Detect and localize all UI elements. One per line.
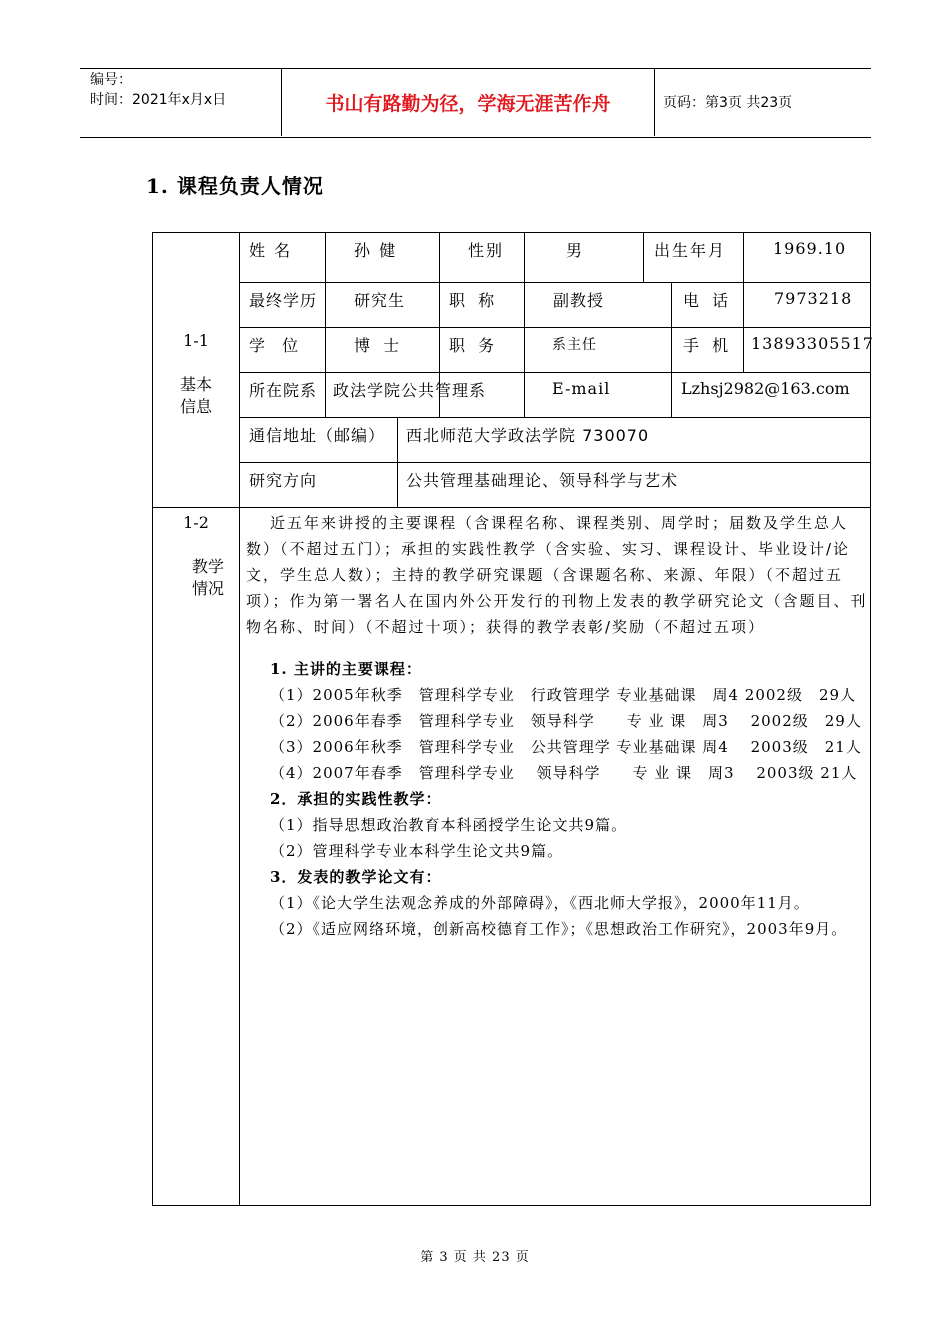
section2-label-line2: 情况 — [191, 579, 224, 598]
dept-label: 所在院系 — [249, 381, 318, 400]
number-label: 编号： — [90, 72, 132, 88]
email-label: E-mail — [552, 379, 611, 398]
degree-value: 博 士 — [354, 336, 404, 355]
course-item: （2）2006年春季 管理科学专业 领导科学 专 业 课 周3 2002级 29人 — [270, 712, 862, 730]
mobile-value: 13893305517 — [751, 334, 874, 353]
education-label: 最终学历 — [249, 291, 318, 310]
degree-label: 学 位 — [249, 336, 305, 355]
email-value: Lzhsj2982@163.com — [681, 379, 850, 398]
birth-label: 出生年月 — [654, 241, 727, 260]
course-item: （4）2007年春季 管理科学专业 领导科学 专 业 课 周3 2003级 21人 — [270, 764, 858, 782]
practice-item: （1）指导思想政治教育本科函授学生论文共9篇。 — [270, 816, 628, 834]
gender-value: 男 — [566, 241, 585, 260]
course-item: （3）2006年秋季 管理科学专业 公共管理学 专业基础课 周4 2003级 21人 — [270, 738, 862, 756]
paper-item: （2）《适应网络环境，创新高校德育工作》；《思想政治工作研究》，2003年9月。 — [270, 920, 848, 938]
section1-label — [153, 374, 239, 418]
research-label: 研究方向 — [249, 471, 318, 490]
section-title: 1. 课程负责人情况 — [146, 174, 324, 198]
research-value: 公共管理基础理论、领导科学与艺术 — [406, 471, 679, 490]
dept-value: 政法学院公共管理系 — [333, 381, 487, 400]
course-item: （1）2005年秋季 管理科学专业 行政管理学 专业基础课 周4 2002级 29人 — [270, 686, 857, 704]
papers-heading: 3．发表的教学论文有： — [270, 868, 442, 886]
courses-heading: 1. 主讲的主要课程： — [270, 660, 422, 678]
teaching-intro: 近五年来讲授的主要课程（含课程名称、课程类别、周学时；届数及学生总人数）（不超过五门）；承担的实践性教学（含实验、实习、课程设计、毕业设计/论文，学生总人数）；主持的教学研究课题（含课题名称、来源、年限）（不超过五项）；作为第一署名人在国内外公开发行的刊物上发表的教学研究论文（含题目、刊物名称、时间）（不超过十项）；获得的教学表彰/奖励（不超过五项） — [246, 514, 868, 636]
section2-label-line1: 教学 — [191, 557, 224, 576]
motto: 书山有路勤为径，学海无涯苦作舟 — [282, 68, 655, 136]
header-left — [80, 68, 282, 136]
duty-value: 系主任 — [552, 337, 597, 353]
teaching-details — [246, 510, 868, 942]
name-label: 姓 名 — [249, 241, 293, 260]
section1-label-line1: 基本 — [179, 375, 212, 394]
birth-value: 1969.10 — [773, 239, 847, 258]
page-info: 页码：第3页 共23页 — [663, 95, 793, 111]
page-footer: 第 3 页 共 23 页 — [420, 1250, 530, 1265]
section2-id: 1-2 — [183, 513, 209, 532]
section2-label — [165, 556, 251, 600]
section1-id: 1-1 — [183, 331, 209, 350]
practice-heading: 2．承担的实践性教学： — [270, 790, 442, 808]
title-value: 副教授 — [553, 291, 605, 310]
mobile-label: 手 机 — [683, 336, 733, 355]
title-label: 职 称 — [449, 291, 499, 310]
gender-label: 性别 — [468, 241, 505, 260]
address-value: 西北师范大学政法学院 730070 — [406, 426, 650, 445]
time-label: 时间：2021年x月x日 — [90, 92, 227, 108]
phone-label: 电 话 — [683, 291, 733, 310]
paper-item: （1）《论大学生法观念养成的外部障碍》，《西北师大学报》，2000年11月。 — [270, 894, 810, 912]
practice-item: （2）管理科学专业本科学生论文共9篇。 — [270, 842, 564, 860]
section1-label-line2: 信息 — [179, 397, 212, 416]
duty-label: 职 务 — [449, 336, 499, 355]
education-value: 研究生 — [354, 291, 406, 310]
phone-value: 7973218 — [774, 289, 853, 308]
name-value: 孙 健 — [354, 241, 398, 260]
address-label: 通信地址（邮编） — [249, 426, 386, 445]
